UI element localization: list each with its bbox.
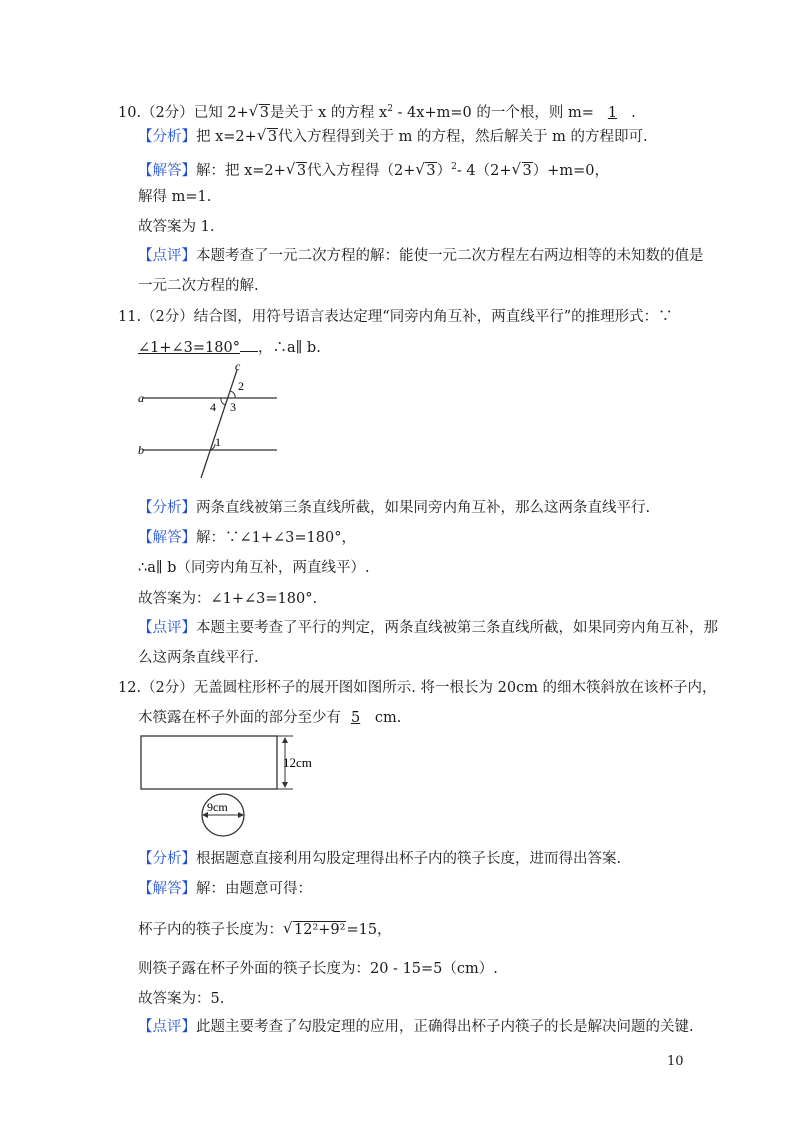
cup-net-figure [135,728,335,848]
q12-line4: 则筷子露在杯子外面的筷子长度为：20 - 15=5（cm）. [138,961,498,977]
q11-line4: 故答案为：∠1+∠3=180°. [138,591,318,607]
q10-analysis: 【分析】把 x=2+√ 3代入方程得到关于 m 的方程，然后解关于 m 的方程即可. [138,127,648,147]
label-1: 1 [215,435,221,449]
label-c: c [235,359,241,373]
label-2: 2 [238,379,244,393]
q12-answer: 5 [351,710,361,726]
label-b: b [138,443,144,457]
q11-answer: ∠1+∠3=180° [138,340,240,356]
label-4: 4 [210,400,216,414]
q12-stem: 12.（2分）无盖圆柱形杯子的展开图如图所示. 将一根长为 20cm 的细木筷斜放在该杯子内， [118,680,717,696]
q10-answer: 1 [607,104,618,121]
q11-solution: 【解答】解：∵∠1+∠3=180°， [138,530,356,546]
q10-solution: 【解答】解：把 x=2+√ 3代入方程得（2+√ 3）$^2$- 4（2+√ 3）+m=0， [138,157,609,181]
q12-line3: 杯子内的筷子长度为：√ 12²+9²=15， [138,920,392,940]
q10-comment2: 一元二次方程的解. [138,278,259,294]
q12-comment: 【点评】此题主要考查了勾股定理的应用，正确得出杯子内筷子的长是解决问题的关键. [138,1019,694,1035]
q10-stem: 10.（2分）已知 2+√ 3是关于 x 的方程 $x^2 - 4x+m=0$ 的一个根，则 m= 1 . [118,99,636,123]
label-a: a [138,391,144,405]
q10-comment: 【点评】本题考查了一元二次方程的解：能使一元二次方程左右两边相等的未知数的值是 [138,248,704,264]
q11-answer-line: ∠1+∠3=180° ，∴a∥ b. [138,340,321,356]
q12-analysis: 【分析】根据题意直接利用勾股定理得出杯子内的筷子长度，进而得出答案. [138,851,622,867]
q11-comment: 【点评】本题主要考查了平行的判定，两条直线被第三条直线所截，如果同旁内角互补，那 [138,620,718,636]
q10-line4: 解得 m=1. [138,189,212,205]
q11-stem: 11.（2分）结合图，用符号语言表达定理“同旁内角互补，两直线平行”的推理形式：∵ [118,309,673,325]
label-3: 3 [230,400,236,414]
q12-solution: 【解答】解：由题意可得： [138,881,312,897]
q11-line3: ∴a∥ b（同旁内角互补，两直线平）. [138,560,370,576]
q10-line5: 故答案为 1. [138,219,215,235]
q12-line5: 故答案为：5. [138,991,225,1007]
label-9cm: 9cm [207,800,228,814]
parallel-lines-figure [135,358,285,483]
q11-comment2: 么这两条直线平行. [138,650,259,666]
label-12cm: 12cm [283,755,312,770]
q12-stem2: 木筷露在杯子外面的部分至少有 5 cm. [138,710,402,726]
q11-analysis: 【分析】两条直线被第三条直线所截，如果同旁内角互补，那么这两条直线平行. [138,500,651,516]
page-number: 10 [667,1054,684,1069]
